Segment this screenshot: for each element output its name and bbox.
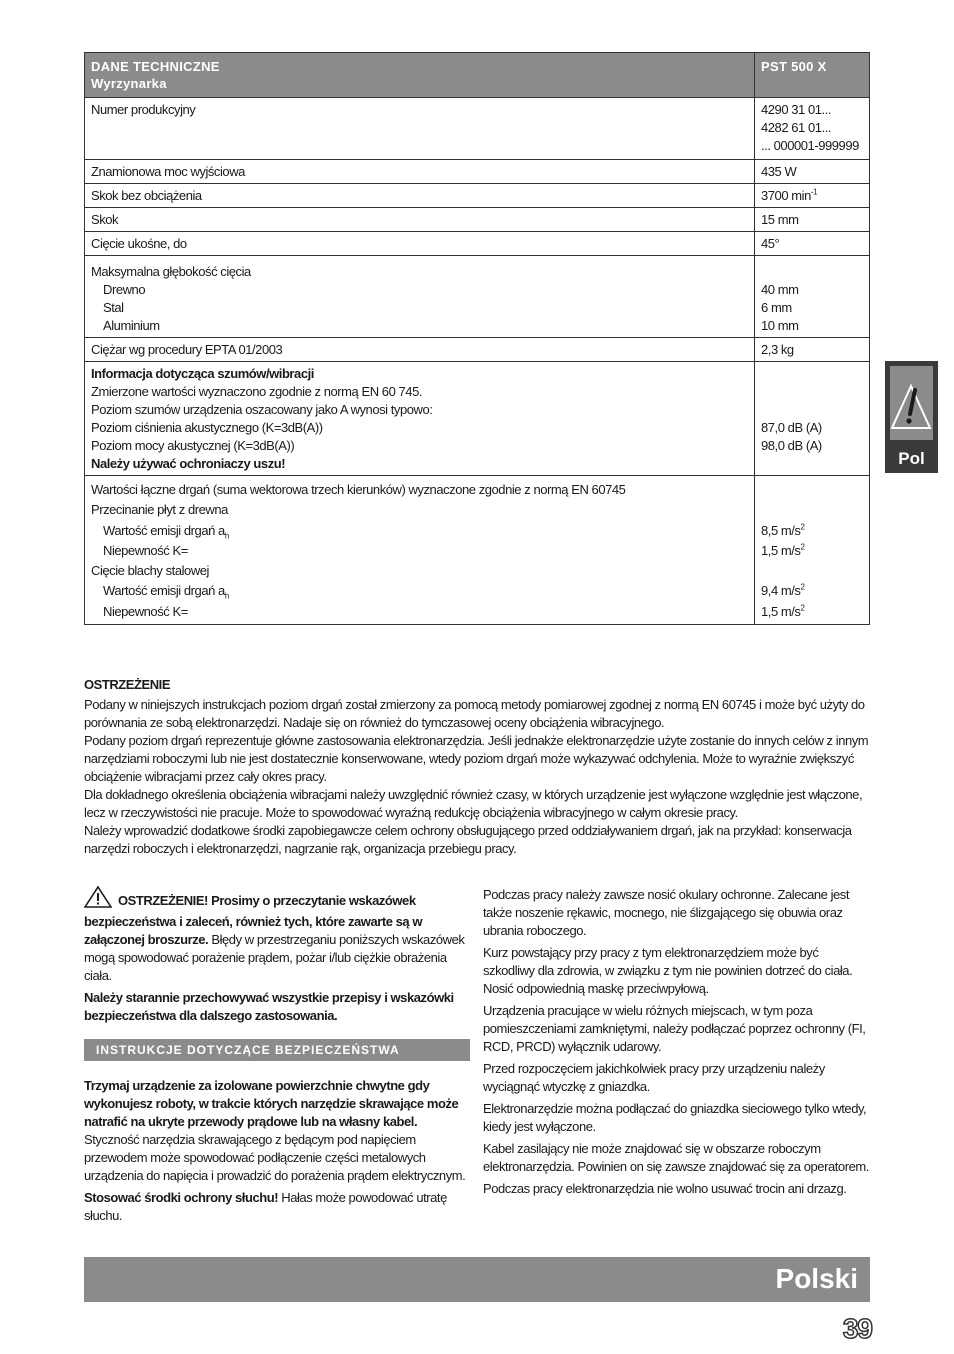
vibration-info xyxy=(85,476,755,625)
row-value xyxy=(755,256,870,338)
vibration-line xyxy=(91,583,229,602)
safety-paragraph xyxy=(84,1189,470,1225)
table-row-vibration xyxy=(85,476,870,625)
section-heading: INSTRUKCJE DOTYCZĄCE BEZPIECZEŃSTWA xyxy=(84,1039,470,1061)
safety-bold-text: Stosować środki ochrony słuchu! xyxy=(84,1190,279,1205)
warning-bold-text: OSTRZEŻENIE! Prosimy o przeczytanie wskazówek bezpieczeństwa i zaleceń, również tych, które zawarte są w załączonej broszurze. xyxy=(84,893,423,947)
language-side-tab xyxy=(885,361,938,473)
value-line: 6 mm xyxy=(761,300,792,315)
value-line xyxy=(761,583,804,598)
subscript: h xyxy=(224,531,229,541)
warning-triangle-icon xyxy=(84,886,112,913)
value-line: 4290 31 01... xyxy=(761,102,832,117)
warning-exclamation-icon xyxy=(890,366,933,440)
table-header-model: PST 500 X xyxy=(755,53,870,98)
value-line: 10 mm xyxy=(761,318,799,333)
table-row xyxy=(85,232,870,256)
left-column xyxy=(84,886,470,1229)
noise-title: Informacja dotycząca szumów/wibracji xyxy=(91,366,314,381)
row-label: Ciężar wg procedury EPTA 01/2003 xyxy=(85,338,755,362)
table-row xyxy=(85,98,870,160)
row-label: Skok xyxy=(85,208,755,232)
safety-paragraph: Kabel zasilający nie może znajdować się w obszarze roboczym elektronarzędzia. Powinien on się zawsze znajdować się za operatorem. xyxy=(483,1141,869,1174)
vibration-line: Wartości łączne drgań (suma wektorowa trzech kierunków) wyznaczone zgodnie z normą EN 60745 xyxy=(91,482,626,497)
warning-text: Błędy w przestrzeganiu poniższych wskazówek mogą spowodować porażenie prądem, pożar i/lub ciężkie obrażenia ciała. xyxy=(84,932,465,983)
safety-text: Hałas może powodować utratę słuchu. xyxy=(84,1190,447,1223)
table-subtitle: Wyrzynarka xyxy=(91,76,167,91)
page-number: 39 xyxy=(842,1313,872,1344)
value-text: 1,5 m/s xyxy=(761,542,801,558)
table-row xyxy=(85,338,870,362)
safety-bold-text: Trzymaj urządzenie za izolowane powierzchnie chwytne gdy wykonujesz roboty, w trakcie których narzędzie skrawające może natrafić na ukryte przewody prądowe lub na własny kabel. xyxy=(84,1078,459,1129)
noise-info xyxy=(85,362,755,476)
row-label: Skok bez obciążenia xyxy=(85,184,755,208)
value-line: 40 mm xyxy=(761,282,799,297)
vibration-warning-block xyxy=(84,676,870,858)
exponent: 2 xyxy=(800,583,805,593)
row-label: Numer produkcyjny xyxy=(85,98,755,160)
value-text: 9,4 m/s xyxy=(761,583,801,599)
vibration-line: Przecinanie płyt z drewna xyxy=(91,502,228,518)
row-sublabel: Aluminium xyxy=(103,318,160,333)
warning-paragraph: Należy wprowadzić dodatkowe środki zapobiegawcze celem ochrony obsługującego przed oddziaływaniem drgań, jak na przykład: konserwacja narzędzi roboczych i elektronarzędzi, nagrzanie rąk, organizacja przebiegu pracy. xyxy=(84,823,852,856)
safety-paragraph: Kurz powstający przy pracy z tym elektronarzędziem może być szkodliwy dla zdrowia, w związku z tym nie powinien dotrzeć do ciała. Nosić odpowiednią maskę przeciwpyłową. xyxy=(483,945,853,996)
value-text: 8,5 m/s xyxy=(761,522,801,538)
value-text: 3700 min xyxy=(761,188,811,203)
table-title: DANE TECHNICZNE xyxy=(91,59,220,74)
value-line: 87,0 dB (A) xyxy=(761,420,822,435)
vibration-line xyxy=(91,522,229,541)
value-line: ... 000001-999999 xyxy=(761,138,859,153)
vibration-line: Cięcie blachy stalowej xyxy=(91,563,209,579)
language-tab-label: Pol xyxy=(898,449,925,468)
row-value: 2,3 kg xyxy=(755,338,870,362)
vibration-values xyxy=(755,476,870,625)
value-line xyxy=(761,604,804,619)
exponent: 2 xyxy=(800,603,805,613)
warning-paragraph: Podany poziom drgań reprezentuje główne zastosowania elektronarzędzia. Jeśli jednakże elektronarzędzie użyte zostanie do innych celów z innym narzędziami roboczymi lub nie jest dostatecznie konserwowane, wtedy poziom drgań może wykazywać odchylenia. Może to wyraźnie zwiększyć obciążenie wibracjami przez cały okres pracy. xyxy=(84,733,869,784)
footer-language-label: Polski xyxy=(775,1263,858,1294)
table-header-title xyxy=(85,53,755,98)
table-row xyxy=(85,160,870,184)
exponent: 2 xyxy=(800,542,805,552)
vibration-line: Niepewność K= xyxy=(103,603,188,619)
value-text: 1,5 m/s xyxy=(761,603,801,619)
row-value xyxy=(755,98,870,160)
keep-instructions-note: Należy starannie przechowywać wszystkie przepisy i wskazówki bezpieczeństwa dla dalszego zastosowania. xyxy=(84,990,454,1023)
noise-line: Poziom ciśnienia akustycznego (K=3dB(A)) xyxy=(91,420,323,435)
row-value: 435 W xyxy=(755,160,870,184)
table-header-row xyxy=(85,53,870,98)
value-line xyxy=(761,543,804,558)
footer-language-bar xyxy=(84,1257,870,1302)
table-row-noise xyxy=(85,362,870,476)
row-sublabel: Drewno xyxy=(103,282,146,297)
vibration-text: Wartość emisji drgań a xyxy=(103,522,225,538)
technical-data-table xyxy=(84,52,870,625)
value-line: 98,0 dB (A) xyxy=(761,438,822,453)
safety-text: Styczność narzędzia skrawającego z będącym pod napięciem przewodem może spowodować podłączenie części metalowych urządzenia do napięcia i prowadzić do porażenia prądem elektrycznym. xyxy=(84,1132,466,1183)
noise-hearing-warning: Należy używać ochroniaczy uszu! xyxy=(91,456,286,471)
row-label: Cięcie ukośne, do xyxy=(85,232,755,256)
warning-heading: OSTRZEŻENIE xyxy=(84,677,171,692)
value-line: 4282 61 01... xyxy=(761,120,832,135)
noise-line: Poziom szumów urządzenia oszacowany jako A wynosi typowo: xyxy=(91,402,433,417)
row-value: 45° xyxy=(755,232,870,256)
exponent: 2 xyxy=(800,522,805,532)
general-safety-warning xyxy=(84,886,470,985)
table-row xyxy=(85,256,870,338)
noise-line: Poziom mocy akustycznej (K=3dB(A)) xyxy=(91,438,295,453)
safety-paragraph: Elektronarzędzie można podłączać do gniazdka sieciowego tylko wtedy, kiedy jest wyłączone. xyxy=(483,1101,867,1134)
vibration-text: Wartość emisji drgań a xyxy=(103,583,225,599)
warning-paragraph: Dla dokładnego określenia obciążenia wibracjami należy uwzględnić również czasy, w których urządzenie jest wyłączone względnie jest włączone, lecz w rzeczywistości nie pracuje. Może to spowodować wyraźną redukcję obciążenia wibracyjnego w całym okresie pracy. xyxy=(84,787,863,820)
row-sublabel: Stal xyxy=(103,300,124,315)
row-label: Znamionowa moc wyjściowa xyxy=(85,160,755,184)
subscript: h xyxy=(224,592,229,602)
noise-line: Zmierzone wartości wyznaczono zgodnie z normą EN 60 745. xyxy=(91,384,423,399)
row-label-text: Maksymalna głębokość cięcia xyxy=(91,264,251,279)
table-row xyxy=(85,184,870,208)
safety-paragraph: Podczas pracy elektronarzędzia nie wolno usuwać trocin ani drzazg. xyxy=(483,1181,847,1196)
row-value: 15 mm xyxy=(755,208,870,232)
value-line xyxy=(761,523,804,538)
table-row xyxy=(85,208,870,232)
vibration-line: Niepewność K= xyxy=(103,542,188,558)
safety-paragraph: Podczas pracy należy zawsze nosić okulary ochronne. Zalecane jest także noszenie rękawic, mocnego, nie ślizgającego się obuwia oraz ubrania roboczego. xyxy=(483,887,850,938)
noise-values xyxy=(755,362,870,476)
safety-paragraph: Przed rozpoczęciem jakichkolwiek pracy przy urządzeniu należy wyciągnąć wtyczkę z gniazdka. xyxy=(483,1061,825,1094)
right-column xyxy=(483,886,869,1202)
warning-paragraph: Podany w niniejszych instrukcjach poziom drgań został zmierzony za pomocą metody pomiarowej zgodnej z normą EN 60745 i może być użyty do porównania ze sobą elektronarzędzi. Nadaje się on również do tymczasowej oceny obciążenia wibracyjnego. xyxy=(84,697,865,730)
value-exponent: -1 xyxy=(810,187,818,197)
safety-paragraph xyxy=(84,1077,470,1185)
safety-paragraph: Urządzenia pracujące w wielu różnych miejscach, w tym poza pomieszczeniami zamkniętymi, należy podłączać poprzez ochronny (FI, RCD, PRCD) wyłącznik udarowy. xyxy=(483,1003,866,1054)
row-value xyxy=(755,184,870,208)
row-label xyxy=(85,256,755,338)
